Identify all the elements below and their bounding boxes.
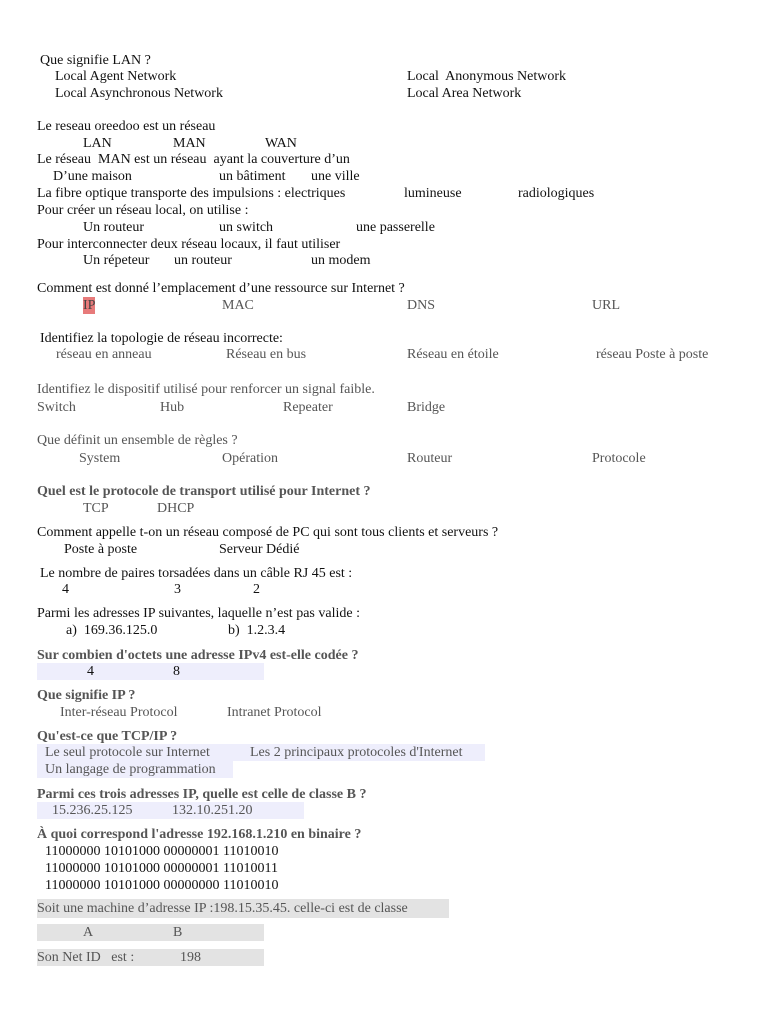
answer-option[interactable]: Opération bbox=[222, 451, 278, 466]
answer-option[interactable]: MAN bbox=[173, 136, 206, 151]
answer-option[interactable]: Réseau en bus bbox=[226, 347, 307, 362]
question-text: Parmi les adresses IP suivantes, laquelle n’est pas valide : bbox=[37, 606, 360, 621]
question-text: La fibre optique transporte des impulsions : electriques bbox=[37, 186, 346, 201]
question-text: Parmi ces trois adresses IP, quelle est celle de classe B ? bbox=[37, 787, 367, 802]
answer-option[interactable]: un switch bbox=[219, 220, 274, 235]
answer-option[interactable]: Bridge bbox=[407, 400, 446, 415]
answer-option[interactable]: 11000000 10101000 00000001 11010011 bbox=[45, 861, 278, 876]
answer-option[interactable]: LAN bbox=[83, 136, 112, 151]
question-text: Soit une machine d’adresse IP :198.15.35.45. celle-ci est de classe bbox=[37, 901, 408, 916]
answer-option[interactable]: URL bbox=[592, 298, 620, 313]
answer-option[interactable]: Serveur Dédié bbox=[219, 542, 300, 557]
answer-option[interactable]: Local Asynchronous Network bbox=[55, 86, 223, 101]
question-text: Comment est donné l’emplacement d’une ressource sur Internet ? bbox=[37, 281, 405, 296]
answer-option[interactable]: un routeur bbox=[174, 253, 232, 268]
answer-option[interactable]: System bbox=[79, 451, 121, 466]
answer-option[interactable]: D’une maison bbox=[53, 169, 132, 184]
question-text: Que signifie IP ? bbox=[37, 688, 136, 703]
highlighted-answer-option[interactable]: IP bbox=[83, 298, 96, 313]
answer-option[interactable]: un modem bbox=[311, 253, 371, 268]
question-text: Identifiez le dispositif utilisé pour renforcer un signal faible. bbox=[37, 382, 375, 397]
question-text: Qu'est-ce que TCP/IP ? bbox=[37, 729, 178, 744]
answer-option[interactable]: 11000000 10101000 00000000 11010010 bbox=[45, 878, 279, 893]
answer-option[interactable]: 3 bbox=[174, 582, 181, 597]
answer-option[interactable]: Routeur bbox=[407, 451, 453, 466]
answer-option[interactable]: Local Anonymous Network bbox=[407, 69, 567, 84]
question-text: Que signifie LAN ? bbox=[40, 53, 151, 68]
answer-option[interactable]: Un langage de programmation bbox=[45, 762, 216, 777]
answer-option[interactable]: Local Agent Network bbox=[55, 69, 177, 84]
answer-option[interactable]: Switch bbox=[37, 400, 76, 415]
netid-label: Son Net ID est : bbox=[37, 950, 135, 965]
answer-option[interactable]: B bbox=[173, 925, 183, 940]
answer-option[interactable]: Poste à poste bbox=[64, 542, 138, 557]
answer-option[interactable]: 2 bbox=[253, 582, 260, 597]
question-text: Que définit un ensemble de règles ? bbox=[37, 433, 238, 448]
answer-option[interactable]: Protocole bbox=[592, 451, 646, 466]
answer-option[interactable]: DNS bbox=[407, 298, 436, 313]
question-text: Comment appelle t-on un réseau composé de PC qui sont tous clients et serveurs ? bbox=[37, 525, 499, 540]
netid-value[interactable]: 198 bbox=[180, 950, 201, 965]
answer-option[interactable]: Hub bbox=[160, 400, 185, 415]
question-text: Pour créer un réseau local, on utilise : bbox=[37, 203, 249, 218]
question-text: Identifiez la topologie de réseau incorrecte: bbox=[40, 331, 283, 346]
answer-option[interactable]: TCP bbox=[83, 501, 109, 516]
question-text: Pour interconnecter deux réseau locaux, il faut utiliser bbox=[37, 237, 341, 252]
answer-option[interactable]: Le seul protocole sur Internet bbox=[45, 745, 210, 760]
answer-option[interactable]: WAN bbox=[265, 136, 297, 151]
answer-option[interactable]: 15.236.25.125 bbox=[52, 803, 133, 818]
question-text: Quel est le protocole de transport utilisé pour Internet ? bbox=[37, 484, 371, 499]
answer-option[interactable]: un bâtiment bbox=[219, 169, 286, 184]
answer-option[interactable]: Les 2 principaux protocoles d'Internet bbox=[250, 745, 463, 760]
answer-option[interactable]: Un routeur bbox=[83, 220, 145, 235]
answer-option[interactable]: b) 1.2.3.4 bbox=[228, 623, 286, 638]
answer-option[interactable]: 4 bbox=[87, 664, 94, 679]
question-text: Le nombre de paires torsadées dans un câble RJ 45 est : bbox=[40, 566, 353, 581]
answer-option[interactable]: lumineuse bbox=[404, 186, 462, 201]
answer-band bbox=[37, 924, 264, 941]
answer-option[interactable]: Inter-réseau Protocol bbox=[60, 705, 178, 720]
question-text: À quoi correspond l'adresse 192.168.1.210 en binaire ? bbox=[37, 827, 362, 842]
answer-band bbox=[37, 663, 264, 680]
answer-option[interactable]: 11000000 10101000 00000001 11010010 bbox=[45, 844, 279, 859]
answer-option[interactable]: DHCP bbox=[157, 501, 195, 516]
answer-option[interactable]: Local Area Network bbox=[407, 86, 522, 101]
answer-option[interactable]: A bbox=[83, 925, 94, 940]
answer-option[interactable]: Réseau en étoile bbox=[407, 347, 499, 362]
question-text: Le réseau MAN est un réseau ayant la couverture d’un bbox=[37, 152, 350, 167]
question-text: Le reseau oreedoo est un réseau bbox=[37, 119, 216, 134]
answer-option[interactable]: une passerelle bbox=[356, 220, 435, 235]
answer-option[interactable]: réseau en anneau bbox=[56, 347, 152, 362]
answer-option[interactable]: MAC bbox=[222, 298, 254, 313]
question-text: Sur combien d'octets une adresse IPv4 est-elle codée ? bbox=[37, 648, 359, 663]
answer-option[interactable]: Intranet Protocol bbox=[227, 705, 322, 720]
answer-option[interactable]: radiologiques bbox=[518, 186, 595, 201]
answer-option[interactable]: 132.10.251.20 bbox=[172, 803, 253, 818]
answer-option[interactable]: Repeater bbox=[283, 400, 333, 415]
answer-option[interactable]: 4 bbox=[62, 582, 69, 597]
answer-option[interactable]: une ville bbox=[311, 169, 360, 184]
answer-option[interactable]: Un répeteur bbox=[83, 253, 150, 268]
answer-option[interactable]: a) 169.36.125.0 bbox=[66, 623, 158, 638]
answer-option[interactable]: 8 bbox=[173, 664, 180, 679]
answer-option[interactable]: réseau Poste à poste bbox=[596, 347, 709, 362]
